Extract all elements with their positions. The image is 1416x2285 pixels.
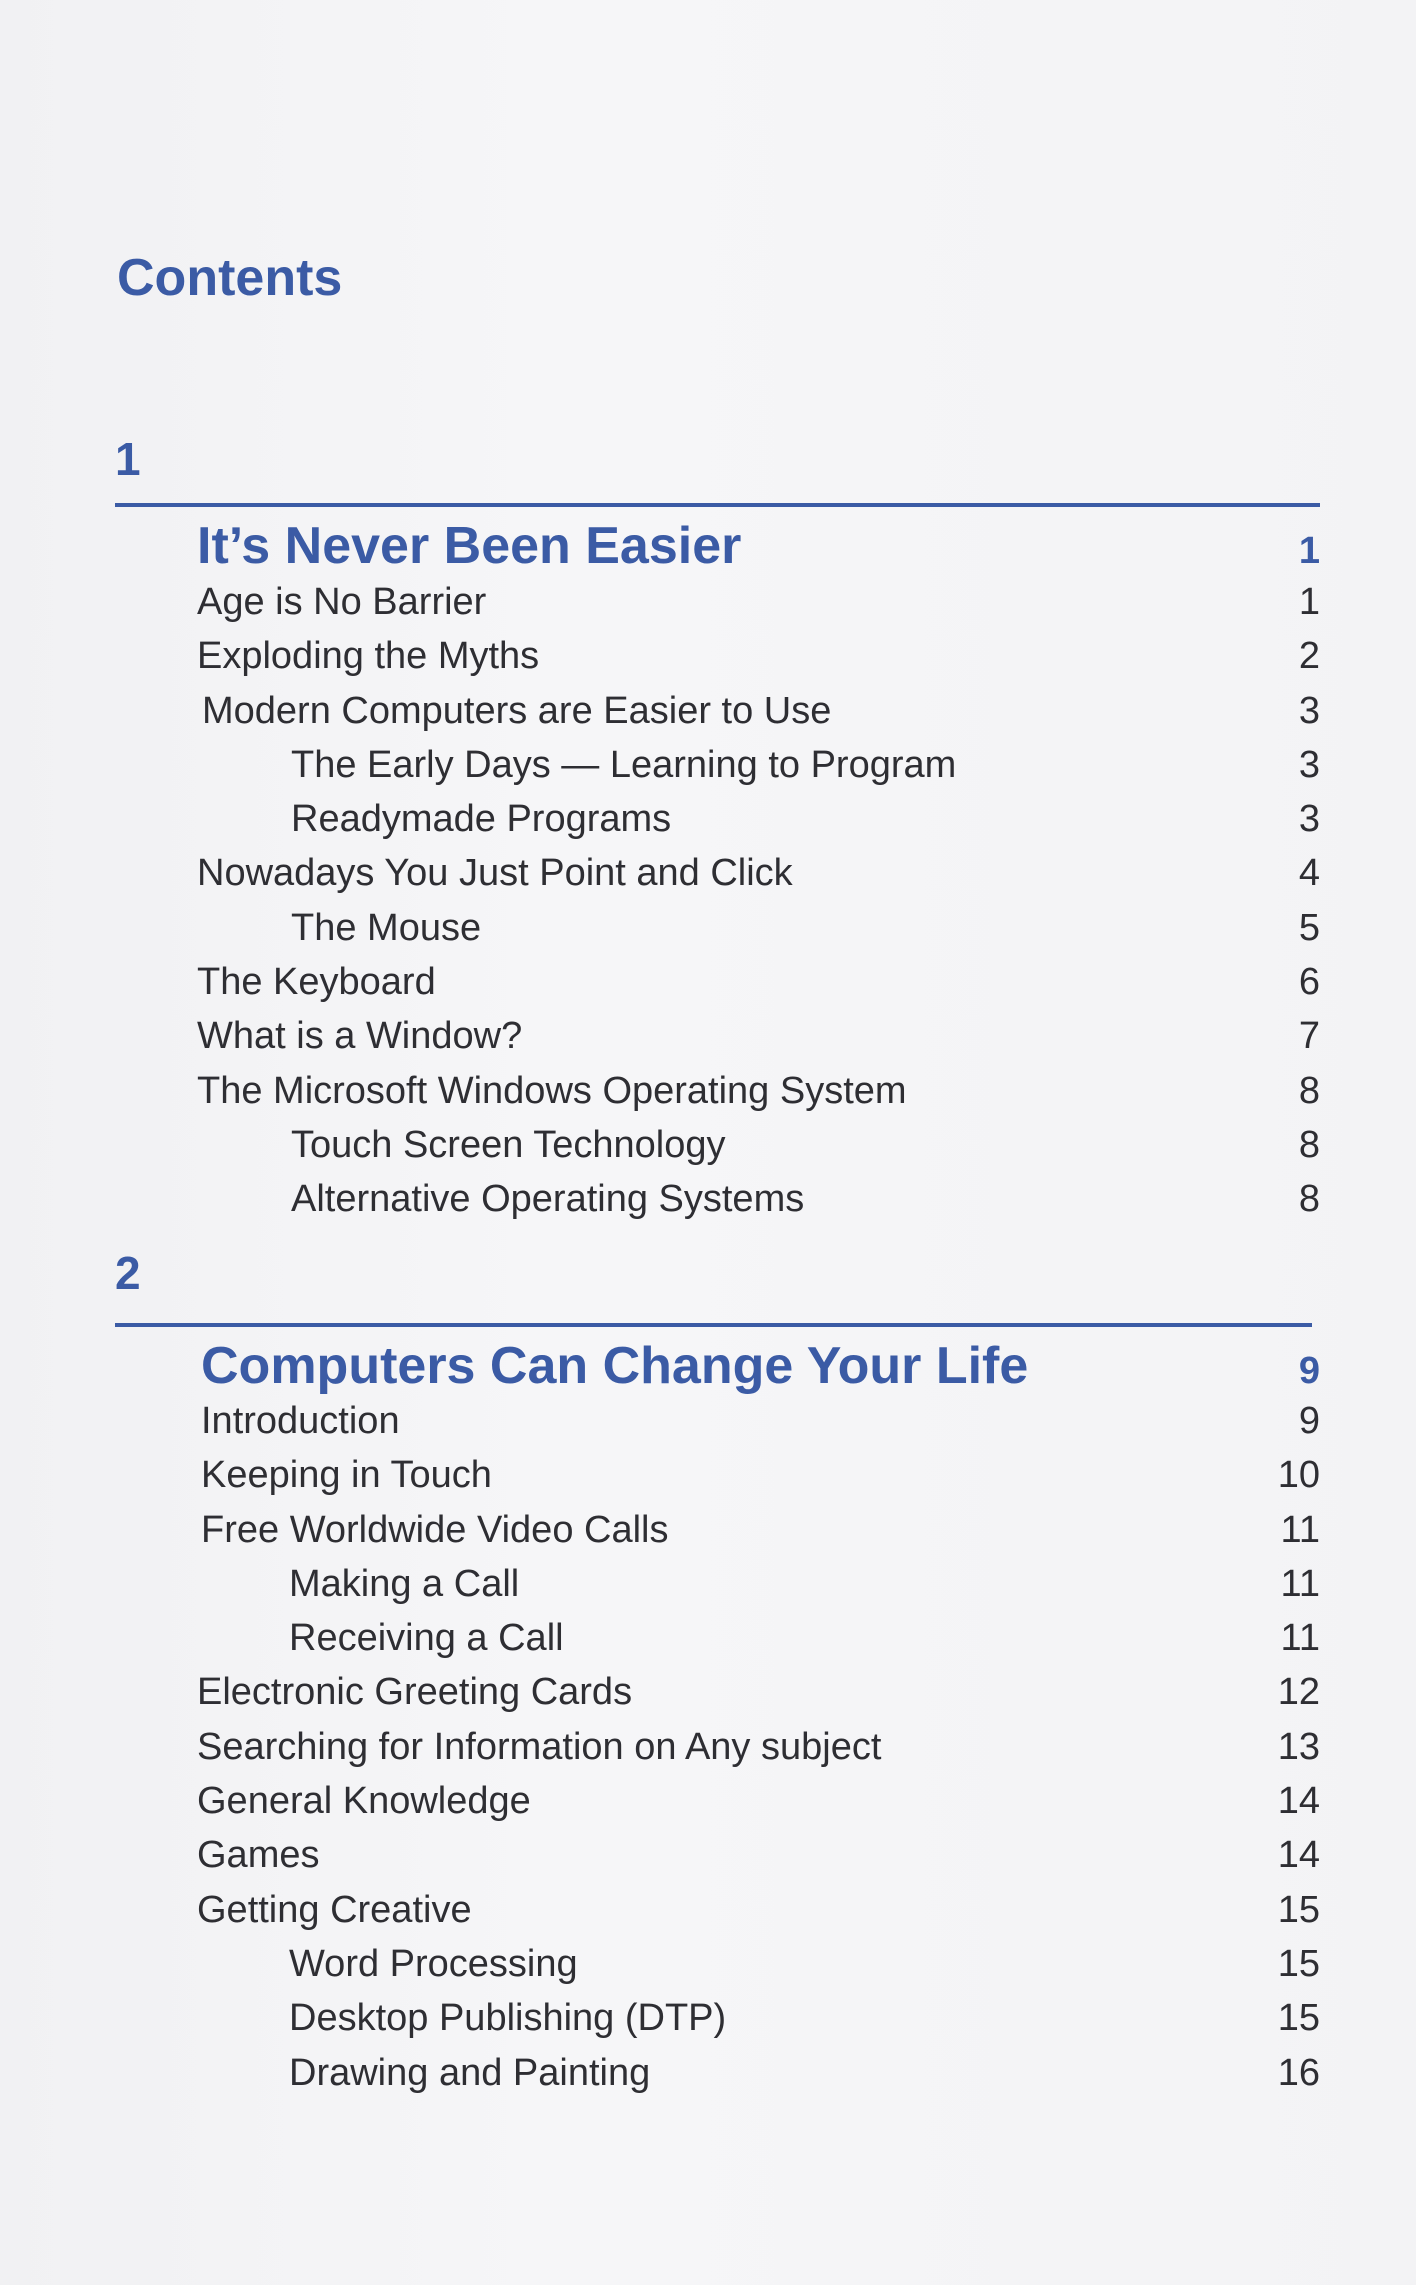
- toc-entry[interactable]: [197, 1828, 1320, 1882]
- entry-title: Receiving a Call: [289, 1617, 564, 1660]
- toc-entry[interactable]: [197, 955, 1320, 1009]
- entry-page-number: 10: [1277, 1454, 1320, 1497]
- toc-entry[interactable]: [201, 1503, 1320, 1557]
- toc-entry[interactable]: [197, 1883, 1320, 1937]
- entry-page-number: 5: [1298, 906, 1320, 949]
- entry-page-number: 6: [1298, 961, 1320, 1004]
- chapter-number: 1: [115, 433, 141, 485]
- entry-title: The Mouse: [291, 906, 482, 949]
- entry-title: The Early Days — Learning to Program: [291, 743, 957, 786]
- toc-entry[interactable]: [197, 1064, 1320, 1118]
- toc-subentry[interactable]: [197, 792, 1320, 846]
- entry-page-number: 12: [1277, 1671, 1320, 1714]
- entry-title: Getting Creative: [197, 1888, 472, 1931]
- entry-page-number: 8: [1298, 1069, 1320, 1112]
- toc-entry[interactable]: [201, 1394, 1320, 1448]
- entry-page-number: 14: [1277, 1834, 1320, 1877]
- entry-page-number: 3: [1298, 689, 1320, 732]
- toc-subentry[interactable]: [197, 738, 1320, 792]
- chapter-divider: [115, 503, 1320, 507]
- entry-title: Modern Computers are Easier to Use: [202, 689, 832, 732]
- entry-title: Electronic Greeting Cards: [197, 1671, 633, 1714]
- entry-title: Nowadays You Just Point and Click: [197, 852, 793, 895]
- entry-title: Drawing and Painting: [289, 2051, 651, 2094]
- toc-subentry[interactable]: [201, 1937, 1320, 1991]
- toc-subentry[interactable]: [197, 1172, 1320, 1226]
- chapter-divider: [115, 1323, 1312, 1327]
- toc-entry[interactable]: [197, 1720, 1320, 1774]
- toc-subentry[interactable]: [201, 1991, 1320, 2045]
- entry-title: Readymade Programs: [291, 798, 672, 841]
- entry-title: Introduction: [201, 1400, 400, 1442]
- entry-title: Desktop Publishing (DTP): [289, 1997, 727, 2040]
- entry-title: Alternative Operating Systems: [291, 1178, 805, 1221]
- entry-page-number: 3: [1298, 798, 1320, 841]
- entry-page-number: 15: [1277, 1997, 1320, 2040]
- entry-page-number: 14: [1277, 1780, 1320, 1823]
- toc-entry[interactable]: [197, 629, 1320, 683]
- chapter-entries: [197, 575, 1320, 1227]
- entry-page-number: 13: [1277, 1725, 1320, 1768]
- chapter-page-number: 9: [1298, 1350, 1320, 1392]
- entry-page-number: 7: [1298, 1015, 1320, 1058]
- entry-title: Word Processing: [289, 1942, 578, 1985]
- toc-entry[interactable]: [197, 1665, 1320, 1719]
- entry-title: Keeping in Touch: [201, 1454, 492, 1497]
- chapter-2: [115, 1247, 1320, 2130]
- toc-entry[interactable]: [197, 575, 1320, 629]
- toc-entry[interactable]: [197, 846, 1320, 900]
- toc-entry[interactable]: [201, 1448, 1320, 1502]
- entry-title: The Keyboard: [197, 961, 436, 1004]
- entry-page-number: 4: [1298, 852, 1320, 895]
- chapter-page-number: 1: [1298, 530, 1320, 572]
- chapter-entries: [197, 1394, 1320, 2100]
- entry-page-number: 9: [1298, 1400, 1320, 1442]
- chapter-number: 2: [115, 1247, 141, 1299]
- entry-page-number: 15: [1277, 1942, 1320, 1985]
- toc-entry[interactable]: [197, 1009, 1320, 1063]
- entry-page-number: 2: [1298, 635, 1320, 678]
- chapter-heading[interactable]: [197, 516, 1320, 576]
- page-title: Contents: [117, 249, 343, 307]
- entry-title: Exploding the Myths: [197, 635, 540, 678]
- entry-page-number: 1: [1298, 581, 1320, 623]
- entry-page-number: 16: [1277, 2051, 1320, 2094]
- chapter-heading[interactable]: [201, 1336, 1320, 1396]
- entry-page-number: 8: [1298, 1123, 1320, 1166]
- toc-subentry[interactable]: [201, 2046, 1320, 2100]
- toc-subentry[interactable]: [197, 1118, 1320, 1172]
- entry-page-number: 11: [1280, 1508, 1320, 1551]
- entry-page-number: 11: [1280, 1562, 1320, 1605]
- chapter-title: Computers Can Change Your Life: [201, 1337, 1029, 1395]
- chapter-1: [115, 432, 1320, 1232]
- chapter-title: It’s Never Been Easier: [197, 517, 742, 575]
- toc-entry[interactable]: [197, 1774, 1320, 1828]
- entry-page-number: 15: [1277, 1888, 1320, 1931]
- toc-subentry[interactable]: [201, 1557, 1320, 1611]
- entry-title: Free Worldwide Video Calls: [201, 1508, 669, 1551]
- entry-page-number: 11: [1280, 1617, 1320, 1660]
- entry-title: Age is No Barrier: [197, 581, 487, 623]
- toc-subentry[interactable]: [201, 1611, 1320, 1665]
- entry-title: Making a Call: [289, 1562, 520, 1605]
- entry-title: Games: [197, 1834, 320, 1877]
- entry-page-number: 8: [1298, 1178, 1320, 1221]
- entry-title: Touch Screen Technology: [291, 1123, 726, 1166]
- toc-subentry[interactable]: [197, 901, 1320, 955]
- entry-title: Searching for Information on Any subject: [197, 1725, 882, 1768]
- entry-title: General Knowledge: [197, 1780, 531, 1823]
- toc-entry[interactable]: [197, 684, 1320, 738]
- entry-page-number: 3: [1298, 743, 1320, 786]
- entry-title: What is a Window?: [197, 1015, 523, 1058]
- entry-title: The Microsoft Windows Operating System: [197, 1069, 907, 1112]
